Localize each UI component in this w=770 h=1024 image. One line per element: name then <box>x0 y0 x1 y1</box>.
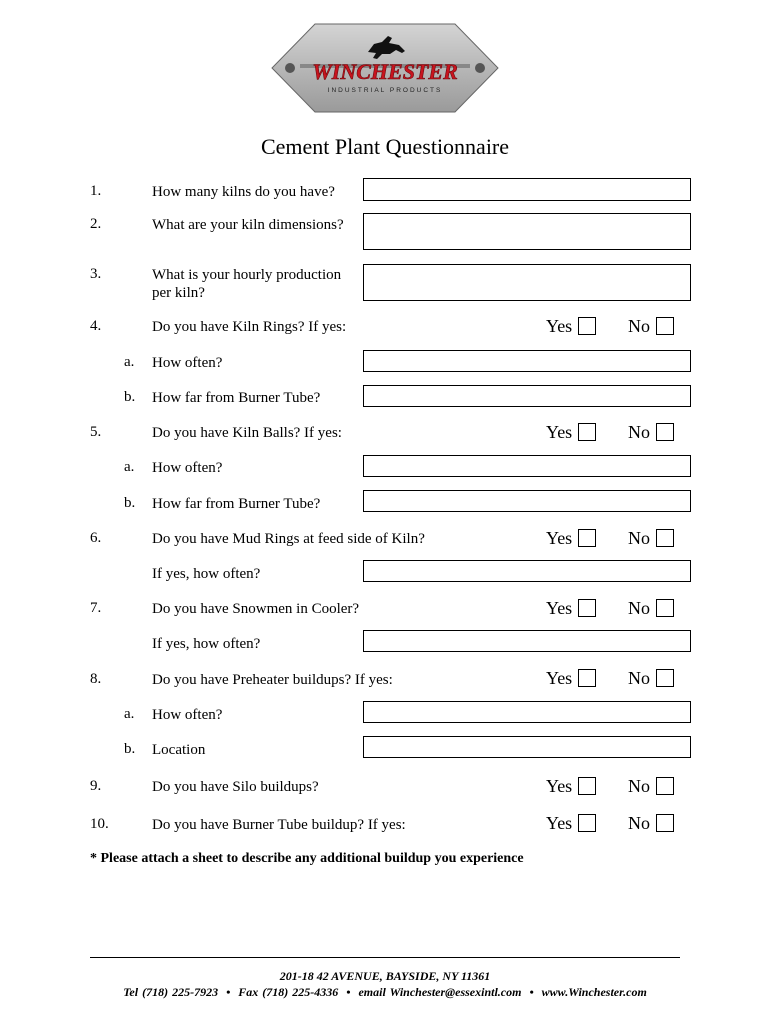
q4-no-label: No <box>628 316 650 336</box>
q8a-text: How often? <box>152 707 223 723</box>
q8b-answer-field[interactable] <box>363 736 691 758</box>
q9-no-label: No <box>628 776 650 796</box>
q6-number: 6. <box>90 530 102 546</box>
q5b-answer-field[interactable] <box>363 490 691 512</box>
winchester-logo <box>270 18 500 118</box>
q8-yes-label: Yes <box>546 668 573 688</box>
q3-answer-field[interactable] <box>363 264 691 301</box>
q2-text: What are your kiln dimensions? <box>152 217 344 233</box>
q5a-answer-field[interactable] <box>363 455 691 477</box>
bullet-icon: • <box>529 985 534 999</box>
q6-no-checkbox[interactable] <box>656 529 674 547</box>
q8-number: 8. <box>90 671 102 687</box>
q7-text: Do you have Snowmen in Cooler? <box>152 601 360 617</box>
q8-text: Do you have Preheater buildups? If yes: <box>152 672 393 688</box>
q9-text: Do you have Silo buildups? <box>152 779 319 795</box>
q8-no-checkbox[interactable] <box>656 669 674 687</box>
q4-text: Do you have Kiln Rings? If yes: <box>152 319 347 335</box>
q9-no-checkbox[interactable] <box>656 777 674 795</box>
q1-answer-field[interactable] <box>363 178 691 201</box>
bullet-icon: • <box>346 985 351 999</box>
q4a-letter: a. <box>124 354 135 370</box>
q2-number: 2. <box>90 216 102 232</box>
footer-fax: Fax (718) 225-4336 <box>238 985 339 999</box>
q4-yes-checkbox[interactable] <box>578 317 596 335</box>
q3-text-line1: What is your hourly production <box>152 267 342 283</box>
q6-no-label: No <box>628 528 650 548</box>
q7-followup-text: If yes, how often? <box>152 636 261 652</box>
footer-tel: Tel (718) 225-7923 <box>123 985 219 999</box>
q8b-letter: b. <box>124 741 136 757</box>
footer-divider <box>90 957 680 958</box>
q1-number: 1. <box>90 183 102 199</box>
q6-followup-text: If yes, how often? <box>152 566 261 582</box>
q6-followup-field[interactable] <box>363 560 691 582</box>
q4b-letter: b. <box>124 389 136 405</box>
page-title: Cement Plant Questionnaire <box>260 134 510 159</box>
q10-number: 10. <box>90 816 109 832</box>
q3-number: 3. <box>90 266 102 282</box>
q4a-answer-field[interactable] <box>363 350 691 372</box>
q4-no-checkbox[interactable] <box>656 317 674 335</box>
footer-website[interactable]: www.Winchester.com <box>541 985 647 999</box>
q9-yes-label: Yes <box>546 776 573 796</box>
q8a-answer-field[interactable] <box>363 701 691 723</box>
q6-yes-checkbox[interactable] <box>578 529 596 547</box>
q2-answer-field[interactable] <box>363 213 691 250</box>
footer-contacts <box>0 985 770 1000</box>
q7-yes-label: Yes <box>546 598 573 618</box>
q4b-answer-field[interactable] <box>363 385 691 407</box>
q8-no-label: No <box>628 668 650 688</box>
q5-no-checkbox[interactable] <box>656 423 674 441</box>
q5-yes-label: Yes <box>546 422 573 442</box>
q9-yes-checkbox[interactable] <box>578 777 596 795</box>
q9-number: 9. <box>90 778 102 794</box>
q10-no-label: No <box>628 813 650 833</box>
q8b-text: Location <box>152 742 206 758</box>
q8a-letter: a. <box>124 706 135 722</box>
q5-no-label: No <box>628 422 650 442</box>
q5b-text: How far from Burner Tube? <box>152 496 321 512</box>
q1-text: How many kilns do you have? <box>152 184 335 200</box>
q5a-letter: a. <box>124 459 135 475</box>
q10-yes-label: Yes <box>546 813 573 833</box>
q5-text: Do you have Kiln Balls? If yes: <box>152 425 342 441</box>
q10-yes-checkbox[interactable] <box>578 814 596 832</box>
footer-address: 201-18 42 AVENUE, BAYSIDE, NY 11361 <box>279 969 491 983</box>
bullet-icon: • <box>226 985 231 999</box>
q8-yes-checkbox[interactable] <box>578 669 596 687</box>
q5-number: 5. <box>90 424 102 440</box>
q7-followup-field[interactable] <box>363 630 691 652</box>
q5b-letter: b. <box>124 495 136 511</box>
q4a-text: How often? <box>152 355 223 371</box>
attachment-note: * Please attach a sheet to describe any additional buildup you experience <box>90 851 524 866</box>
q7-number: 7. <box>90 600 102 616</box>
q4-yes-label: Yes <box>546 316 573 336</box>
q6-yes-label: Yes <box>546 528 573 548</box>
q10-no-checkbox[interactable] <box>656 814 674 832</box>
q4b-text: How far from Burner Tube? <box>152 390 321 406</box>
q10-text: Do you have Burner Tube buildup? If yes: <box>152 817 406 833</box>
q5a-text: How often? <box>152 460 223 476</box>
logo-brand: WINCHESTER <box>312 59 458 84</box>
footer-email[interactable]: email Winchester@essexintl.com <box>358 985 522 999</box>
q7-yes-checkbox[interactable] <box>578 599 596 617</box>
q7-no-label: No <box>628 598 650 618</box>
q5-yes-checkbox[interactable] <box>578 423 596 441</box>
q6-text: Do you have Mud Rings at feed side of Kiln? <box>152 531 425 547</box>
logo-tagline: INDUSTRIAL PRODUCTS <box>327 87 443 94</box>
q4-number: 4. <box>90 318 102 334</box>
q3-text-line2: per kiln? <box>152 285 205 301</box>
q7-no-checkbox[interactable] <box>656 599 674 617</box>
